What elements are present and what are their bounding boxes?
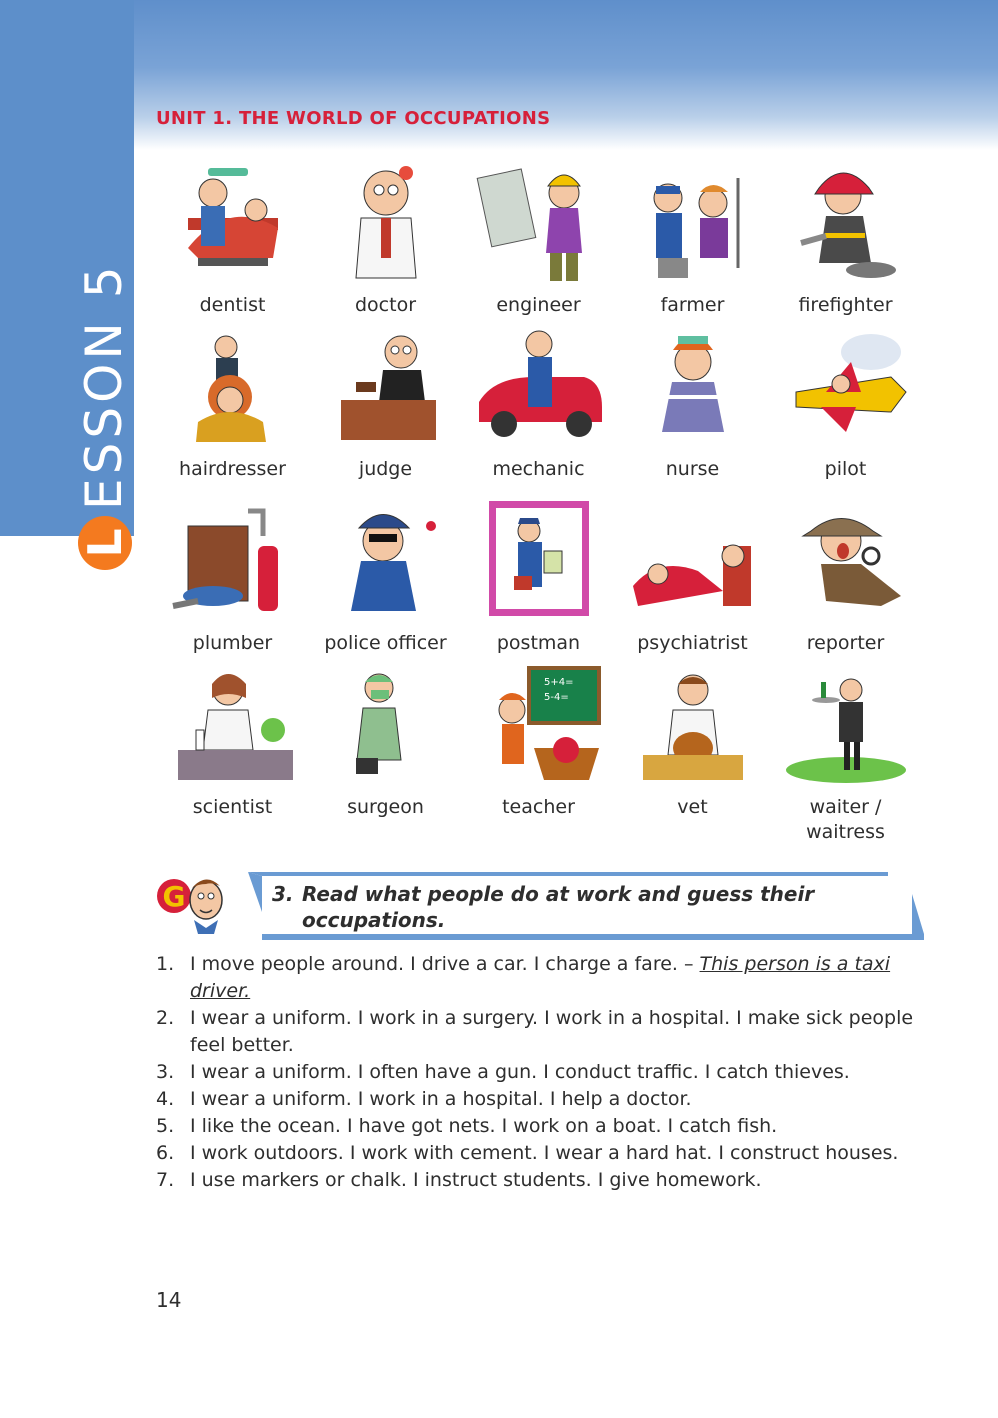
occupation-label: reporter bbox=[806, 632, 885, 654]
occupation-card bbox=[309, 322, 462, 482]
occupation-card bbox=[769, 158, 922, 318]
exercise-number: 3. bbox=[272, 882, 294, 906]
exercise-item-text: I wear a uniform. I work in a hospital. I help a doctor. bbox=[190, 1088, 692, 1110]
occupation-card bbox=[156, 322, 309, 482]
firefighter-icon bbox=[781, 158, 911, 283]
exercise-item bbox=[156, 1086, 916, 1113]
judge-icon bbox=[321, 322, 451, 447]
occupation-card bbox=[616, 660, 769, 820]
plumber-icon bbox=[168, 496, 298, 621]
exercise-item bbox=[156, 1059, 916, 1086]
lesson-initial-badge bbox=[78, 516, 132, 570]
lesson-initial: L bbox=[78, 528, 132, 558]
occupation-card bbox=[156, 158, 309, 318]
farmer-icon bbox=[628, 158, 758, 283]
svg-text:G: G bbox=[162, 880, 186, 913]
exercise-item-number: 3. bbox=[156, 1061, 175, 1083]
grammar-mascot-icon bbox=[154, 866, 234, 936]
occupation-label: scientist bbox=[192, 796, 273, 818]
svg-text:5-4=: 5-4= bbox=[543, 692, 569, 703]
exercise-item-number: 2. bbox=[156, 1007, 175, 1029]
psychiatrist-icon bbox=[628, 496, 758, 621]
occupation-label: farmer bbox=[660, 294, 725, 316]
occupation-label: nurse bbox=[665, 458, 720, 480]
occupation-label: engineer bbox=[496, 294, 581, 316]
pilot-icon bbox=[781, 322, 911, 447]
nurse-icon bbox=[628, 322, 758, 447]
occupation-label: teacher bbox=[502, 796, 575, 818]
exercise-item bbox=[156, 951, 916, 1005]
teacher-icon bbox=[474, 660, 604, 785]
exercise-item-text: I work outdoors. I work with cement. I wear a hard hat. I construct houses. bbox=[190, 1142, 899, 1164]
dentist-icon bbox=[168, 158, 298, 283]
occupation-label: vet bbox=[677, 796, 708, 818]
occupation-card bbox=[769, 322, 922, 482]
occupation-card bbox=[309, 660, 462, 820]
occupation-label: dentist bbox=[199, 294, 266, 316]
exercise-item-number: 1. bbox=[156, 953, 175, 975]
occupation-label: postman bbox=[496, 632, 581, 654]
svg-text:5+4=: 5+4= bbox=[543, 677, 573, 688]
occupation-card bbox=[769, 496, 922, 656]
exercise-item bbox=[156, 1113, 916, 1140]
occupation-label: pilot bbox=[824, 458, 867, 480]
engineer-icon bbox=[474, 158, 604, 283]
occupation-card bbox=[616, 496, 769, 656]
occupation-card bbox=[309, 158, 462, 318]
occupation-label: judge bbox=[358, 458, 413, 480]
exercise-item-text: I wear a uniform. I work in a surgery. I work in a hospital. I make sick people feel better. bbox=[190, 1007, 914, 1056]
occupation-label: surgeon bbox=[347, 796, 424, 818]
scientist-icon bbox=[168, 660, 298, 785]
occupation-label: doctor bbox=[354, 294, 417, 316]
occupation-card bbox=[156, 660, 309, 820]
postman-icon bbox=[474, 496, 604, 621]
exercise-item bbox=[156, 1005, 916, 1059]
exercise-item-number: 6. bbox=[156, 1142, 175, 1164]
page-number: 14 bbox=[156, 1288, 182, 1312]
occupation-card bbox=[462, 660, 615, 820]
lesson-label-vertical bbox=[76, 226, 132, 510]
exercise-item-number: 4. bbox=[156, 1088, 175, 1110]
exercise-item-text: I move people around. I drive a car. I charge a fare. – bbox=[190, 953, 700, 975]
exercise-item-number: 7. bbox=[156, 1169, 175, 1191]
unit-title: UNIT 1. THE WORLD OF OCCUPATIONS bbox=[156, 108, 551, 129]
occupation-label: mechanic bbox=[492, 458, 585, 480]
hairdresser-icon bbox=[168, 322, 298, 447]
occupation-card bbox=[616, 322, 769, 482]
occupation-card bbox=[156, 496, 309, 656]
exercise-item-text: I use markers or chalk. I instruct students. I give homework. bbox=[190, 1169, 762, 1191]
exercise-title-line1: Read what people do at work and guess their bbox=[302, 882, 815, 906]
occupation-card bbox=[462, 322, 615, 482]
vet-icon bbox=[628, 660, 758, 785]
occupation-label: plumber bbox=[192, 632, 273, 654]
surgeon-icon bbox=[321, 660, 451, 785]
occupation-card bbox=[462, 158, 615, 318]
occupation-card bbox=[769, 660, 922, 845]
occupation-label: firefighter bbox=[798, 294, 893, 316]
occupation-label: waiter / waitress bbox=[806, 796, 885, 843]
exercise-title-line2: occupations. bbox=[302, 908, 446, 932]
doctor-icon bbox=[321, 158, 451, 283]
occupation-card bbox=[616, 158, 769, 318]
occupation-label: psychiatrist bbox=[637, 632, 748, 654]
lesson-label: ESSON 5 bbox=[75, 262, 133, 510]
occupation-card bbox=[309, 496, 462, 656]
reporter-icon bbox=[781, 496, 911, 621]
exercise-item-answer: This person is a taxi driver. bbox=[190, 953, 891, 1002]
exercise-item-number: 5. bbox=[156, 1115, 175, 1137]
exercise-item bbox=[156, 1140, 916, 1167]
waiter-icon bbox=[781, 660, 911, 785]
occupation-card bbox=[462, 496, 615, 656]
exercise-item-text: I wear a uniform. I often have a gun. I conduct traffic. I catch thieves. bbox=[190, 1061, 850, 1083]
occupation-label: police officer bbox=[324, 632, 447, 654]
exercise-item bbox=[156, 1167, 916, 1194]
exercise-list bbox=[156, 951, 916, 1194]
occupation-label: hairdresser bbox=[179, 458, 286, 480]
exercise-item-text: I like the ocean. I have got nets. I work on a boat. I catch fish. bbox=[190, 1115, 778, 1137]
police-officer-icon bbox=[321, 496, 451, 621]
mechanic-icon bbox=[474, 322, 604, 447]
exercise-title bbox=[272, 881, 892, 933]
